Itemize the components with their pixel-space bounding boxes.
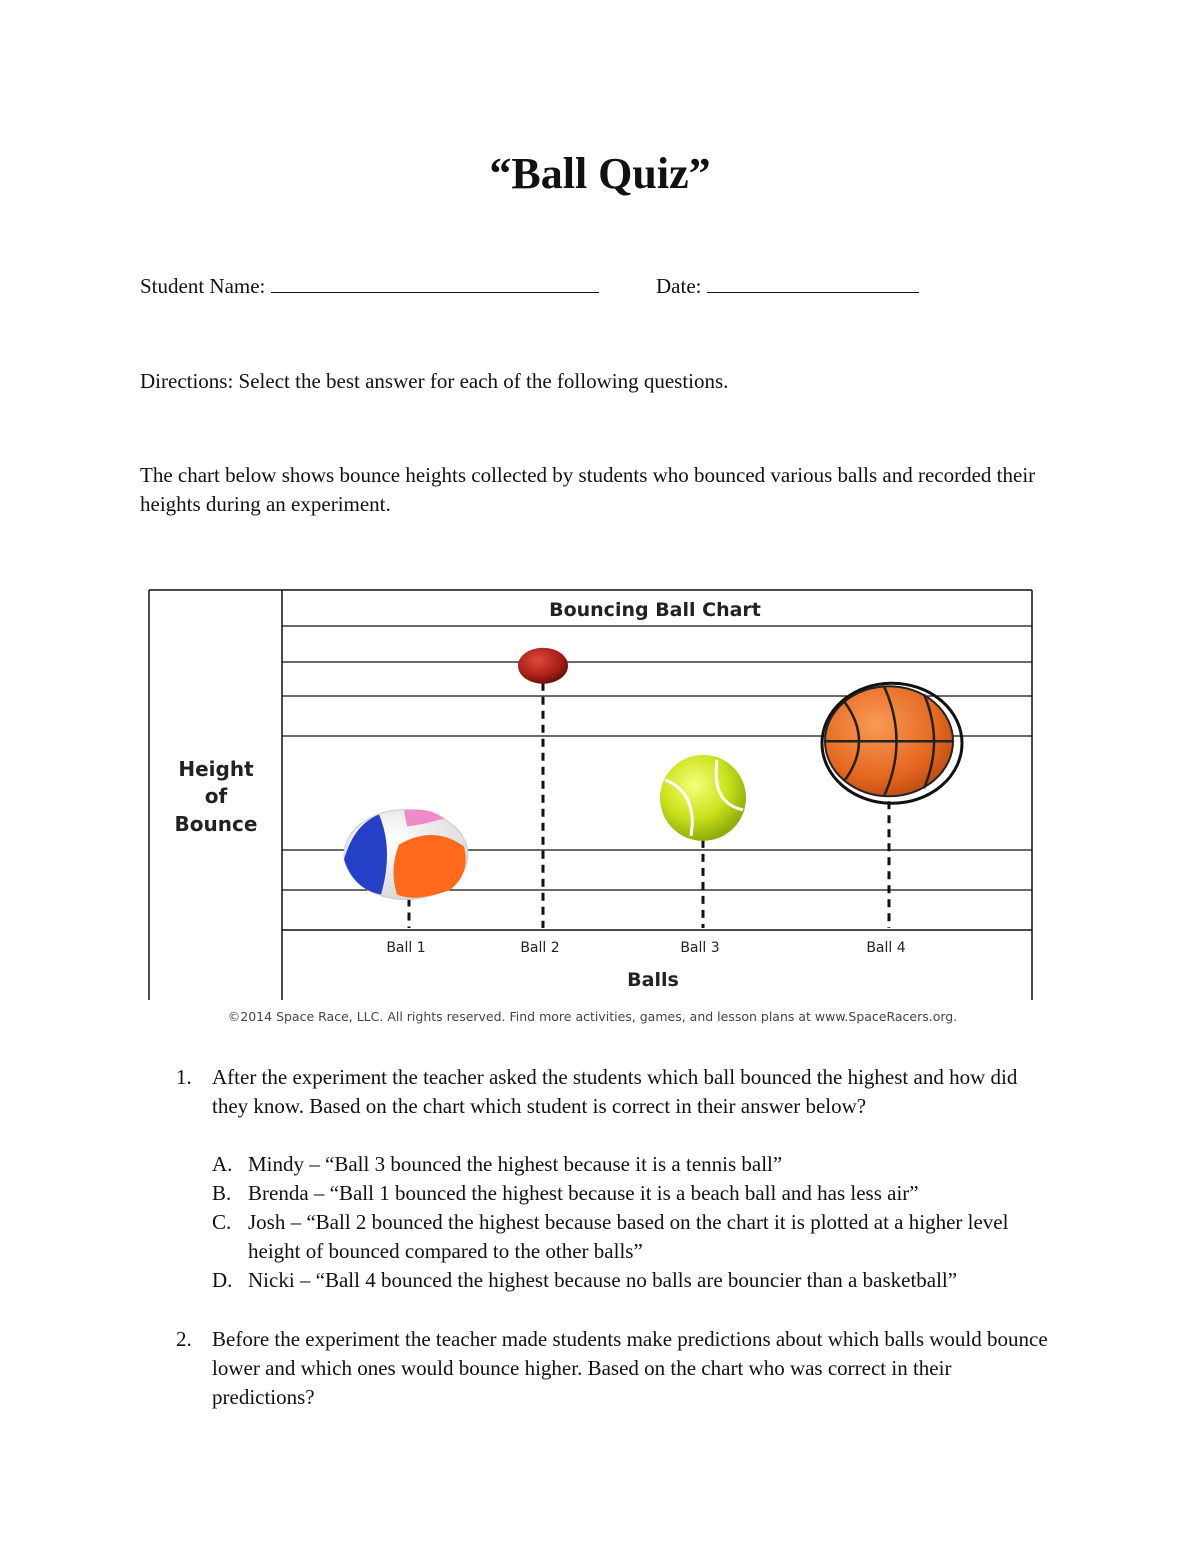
tennis-ball-marker <box>660 755 746 841</box>
question-2-number: 2. <box>176 1327 192 1351</box>
option-c-letter: C. <box>212 1210 232 1234</box>
option-b-letter: B. <box>212 1181 232 1205</box>
x-axis-label: Balls <box>627 969 679 991</box>
quiz-title: “Ball Quiz” <box>489 149 711 198</box>
date-label: Date: <box>656 274 702 298</box>
question-1-options <box>212 1150 1062 1295</box>
option-b[interactable] <box>212 1179 1062 1208</box>
tick-label-ball-4: Ball 4 <box>866 940 906 956</box>
option-d-letter: D. <box>212 1268 233 1292</box>
option-a[interactable] <box>212 1150 1062 1179</box>
question-2 <box>176 1325 1056 1412</box>
question-1-text: After the experiment the teacher asked the students which ball bounced the highest and how did they know. Based on the chart which student is correct in their answer below? <box>212 1065 1018 1118</box>
chart-title: Bouncing Ball Chart <box>549 599 761 621</box>
bouncing-ball-chart <box>148 588 1033 1000</box>
y-axis-label-line-3: Bounce <box>174 812 258 836</box>
question-2-text: Before the experiment the teacher made students make predictions about which balls would bounce lower and which ones would bounce higher. Based on the chart who was correct in their predictions? <box>212 1327 1048 1409</box>
option-a-text: Mindy – “Ball 3 bounced the highest because it is a tennis ball” <box>248 1152 783 1176</box>
option-d[interactable] <box>212 1266 1062 1295</box>
student-name-blank[interactable] <box>271 272 599 293</box>
tick-label-ball-3: Ball 3 <box>680 940 720 956</box>
date-row <box>656 272 919 299</box>
option-b-text: Brenda – “Ball 1 bounced the highest because it is a beach ball and has less air” <box>248 1181 919 1205</box>
chart-intro: The chart below shows bounce heights collected by students who bounced various balls and recorded their heights during an experiment. <box>140 463 1036 516</box>
copyright-notice: ©2014 Space Race, LLC. All rights reserved. Find more activities, games, and lesson plans at www.SpaceRacers.org. <box>227 1009 958 1024</box>
date-blank[interactable] <box>707 272 919 293</box>
student-name-row <box>140 272 599 299</box>
tick-label-ball-1: Ball 1 <box>386 940 426 956</box>
y-axis-label-line-1: Height <box>178 757 254 781</box>
option-c[interactable] <box>212 1208 1062 1266</box>
option-c-text: Josh – “Ball 2 bounced the highest because based on the chart it is plotted at a higher level height of bounced compared to the other balls” <box>248 1210 1009 1263</box>
basketball-marker <box>822 683 962 803</box>
beach-ball-marker <box>344 810 468 900</box>
option-a-letter: A. <box>212 1152 233 1176</box>
question-1-number: 1. <box>176 1065 192 1089</box>
student-name-label: Student Name: <box>140 274 266 298</box>
question-1 <box>176 1063 1056 1121</box>
option-d-text: Nicki – “Ball 4 bounced the highest because no balls are bouncier than a basketball” <box>248 1268 958 1292</box>
directions: Directions: Select the best answer for each of the following questions. <box>140 369 729 393</box>
red-ball-marker <box>518 648 568 684</box>
tick-label-ball-2: Ball 2 <box>520 940 560 956</box>
y-axis-label-line-2: of <box>204 784 228 808</box>
